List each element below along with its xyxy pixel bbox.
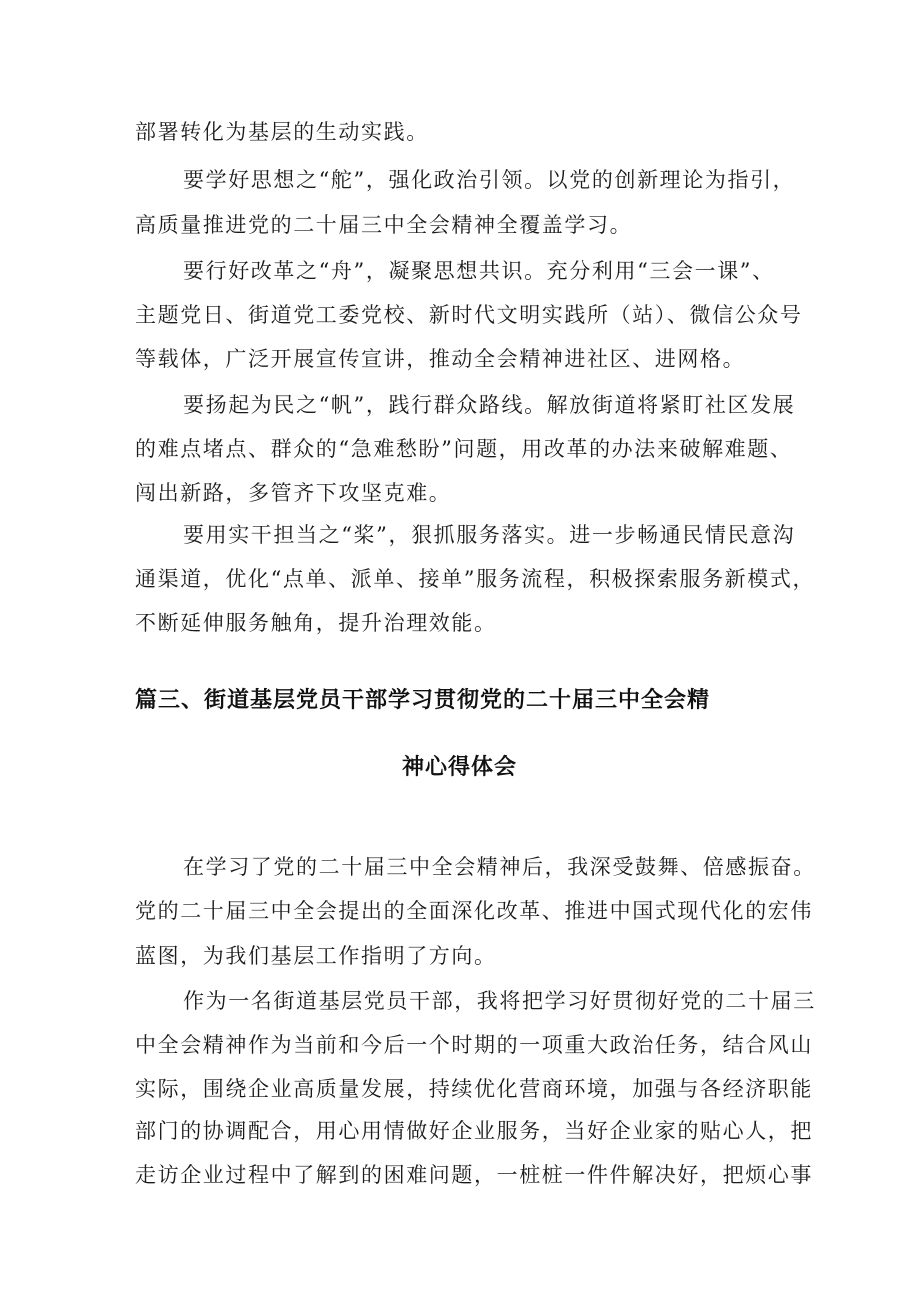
- body-line: 高质量推进党的二十届三中全会精神全覆盖学习。: [135, 213, 633, 237]
- body-line: 部署转化为基层的生动实践。: [135, 120, 429, 144]
- body-line: 部门的协调配合，用心用情做好企业服务，当好企业家的贴心人，把: [135, 1119, 813, 1143]
- body-line: 闯出新路，多管齐下攻坚克难。: [135, 481, 452, 505]
- section-heading-continued: 神心得体会: [402, 755, 518, 780]
- body-line: 蓝图，为我们基层工作指明了方向。: [135, 944, 497, 968]
- body-line: 不断延伸服务触角，提升治理效能。: [135, 611, 497, 635]
- body-line: 作为一名街道基层党员干部，我将把学习好贯彻好党的二十届三: [183, 989, 816, 1013]
- body-line: 主题党日、街道党工委党校、新时代文明实践所（站）、微信公众号: [135, 303, 803, 327]
- body-line: 的难点堵点、群众的“急难愁盼”问题，用改革的办法来破解难题、: [135, 437, 793, 461]
- body-line: 党的二十届三中全会提出的全面深化改革、推进中国式现代化的宏伟: [135, 899, 813, 923]
- body-line: 中全会精神作为当前和今后一个时期的一项重大政治任务，结合风山: [135, 1033, 813, 1057]
- body-line: 实际，围绕企业高质量发展，持续优化营商环境，加强与各经济职能: [135, 1077, 813, 1101]
- body-line: 要学好思想之“舵”，强化政治引领。以党的创新理论为指引，: [183, 168, 796, 192]
- body-line: 要扬起为民之“帆”，践行群众路线。解放街道将紧盯社区发展: [183, 393, 796, 417]
- body-line: 通渠道，优化“点单、派单、接单”服务流程，积极探索服务新模式，: [135, 567, 816, 591]
- body-line: 要行好改革之“舟”，凝聚思想共识。充分利用“三会一课”、: [183, 259, 775, 283]
- section-heading: 篇三、街道基层党员干部学习贯彻党的二十届三中全会精: [135, 688, 711, 713]
- body-line: 要用实干担当之“桨”，狠抓服务落实。进一步畅通民情民意沟: [183, 523, 796, 547]
- body-line: 在学习了党的二十届三中全会精神后，我深受鼓舞、倍感振奋。: [183, 855, 816, 879]
- body-line: 等载体，广泛开展宣传宣讲，推动全会精神进社区、进网格。: [135, 347, 746, 371]
- body-line: 走访企业过程中了解到的困难问题，一桩桩一件件解决好，把烦心事: [135, 1163, 813, 1187]
